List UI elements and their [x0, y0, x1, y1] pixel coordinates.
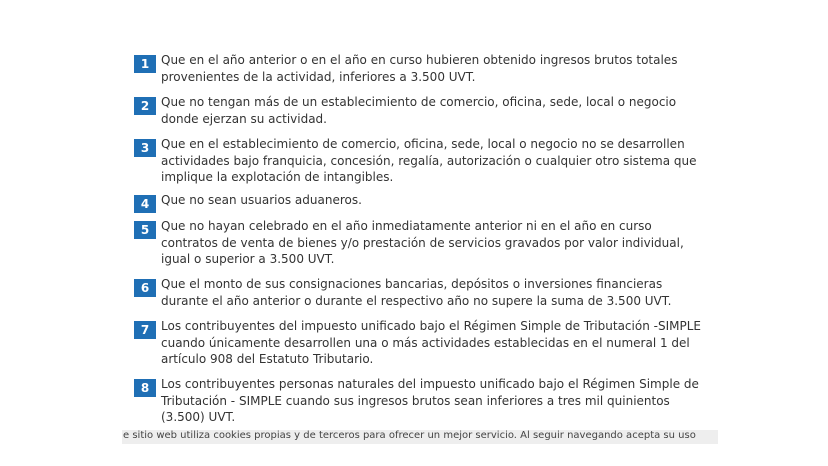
cookie-banner-text: e sitio web utiliza cookies propias y de terceros para ofrecer un mejor servicio. Al seguir navegando acepta su uso — [123, 430, 696, 441]
cookie-banner[interactable] — [122, 430, 718, 444]
item-text: Que no sean usuarios aduaneros. — [161, 193, 362, 207]
item-text: Que el monto de sus consignaciones bancarias, depósitos o inversiones financieras durante el año anterior o durante el respectivo año no supere la suma de 3.500 UVT. — [161, 277, 672, 308]
number-badge: 4 — [134, 195, 156, 213]
item-text: Que en el establecimiento de comercio, oficina, sede, local o negocio no se desarrollen actividades bajo franquicia, concesión, regalía, autorización o cualquier otro sistema que implique la explotación de intangibles. — [161, 137, 697, 184]
number-badge: 3 — [134, 139, 156, 157]
number-badge: 6 — [134, 279, 156, 297]
item-text: Que no hayan celebrado en el año inmediatamente anterior ni en el año en curso contratos de venta de bienes y/o prestación de servicios gravados por valor individual, igual o superior a 3.500 UVT. — [161, 219, 684, 266]
number-badge: 2 — [134, 97, 156, 115]
number-badge: 1 — [134, 55, 156, 73]
number-badge: 7 — [134, 321, 156, 339]
number-badge: 5 — [134, 221, 156, 239]
number-badge: 8 — [134, 379, 156, 397]
item-text: Los contribuyentes del impuesto unificado bajo el Régimen Simple de Tributación -SIMPLE cuando únicamente desarrollen una o más actividades establecidas en el numeral 1 del artículo 908 del Estatuto Tributario. — [161, 319, 701, 366]
item-text: Los contribuyentes personas naturales del impuesto unificado bajo el Régimen Simple de Tributación - SIMPLE cuando sus ingresos brutos sean inferiores a tres mil quinientos (3.500) UVT. — [161, 377, 699, 424]
item-text: Que no tengan más de un establecimiento de comercio, oficina, sede, local o negocio donde ejerzan su actividad. — [161, 95, 677, 126]
item-text: Que en el año anterior o en el año en curso hubieren obtenido ingresos brutos totales provenientes de la actividad, inferiores a 3.500 UVT. — [161, 53, 678, 84]
